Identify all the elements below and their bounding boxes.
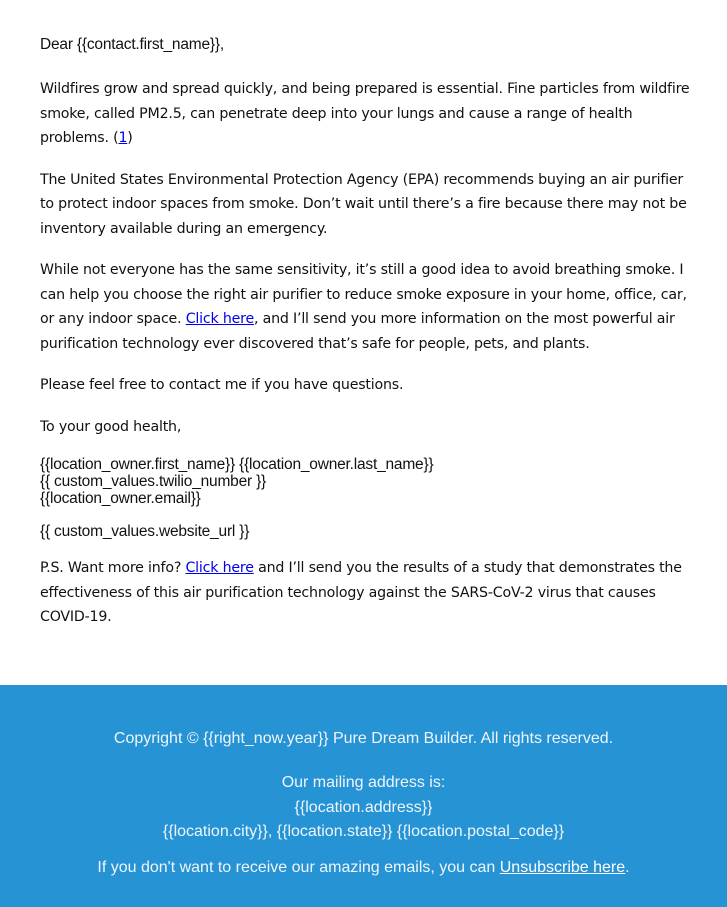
- address-line: {{location.address}}: [294, 798, 433, 816]
- unsubscribe-link[interactable]: Unsubscribe here: [499, 859, 626, 876]
- paragraph-text: While not everyone has the same sensitivity, it’s still a good idea to avoid breathing smoke. I can help you choose the right air purifier to reduce smoke exposure in your home, office, car, or any indoor space.: [40, 262, 687, 327]
- greeting: Dear {{contact.first_name}},: [40, 36, 224, 53]
- paragraph-text: , and I’ll send you more information on the most powerful air purification technology ever discovered that’s safe for people, pets, and plants.: [40, 311, 675, 352]
- ps-text: and I’ll send you the results of a study that demonstrates the effectiveness of this air purification technology against the SARS-CoV-2 virus that causes COVID-19.: [40, 560, 682, 625]
- copyright: Copyright © {{right_now.year}} Pure Dream Builder. All rights reserved.: [113, 730, 614, 747]
- unsubscribe-text: If you don't want to receive our amazing emails, you can: [97, 859, 500, 876]
- ps-click-here-link[interactable]: Click here: [185, 560, 254, 576]
- signature-email: {{location_owner.email}}: [40, 490, 201, 507]
- signature-name: {{location_owner.first_name}} {{location_owner.last_name}}: [40, 456, 434, 473]
- paragraph-epa: The United States Environmental Protection Agency (EPA) recommends buying an air purifier to protect indoor spaces from smoke. Don’t wait until there’s a fire because there may not be inventory available during an emergency.: [40, 171, 687, 237]
- closing: To your good health,: [40, 418, 182, 435]
- paragraph-text: ): [127, 130, 133, 146]
- click-here-link[interactable]: Click here: [185, 311, 254, 327]
- paragraph-text: Wildfires grow and spread quickly, and being prepared is essential. Fine particles from wildfire smoke, called PM2.5, can penetrate deep into your lungs and cause a range of health problems. (: [40, 81, 690, 146]
- reference-link[interactable]: 1: [118, 130, 128, 146]
- paragraph-sensitivity: [40, 258, 690, 356]
- email-body: [40, 33, 690, 647]
- mailing-label: Our mailing address is:: [281, 774, 446, 791]
- paragraph-contact: Please feel free to contact me if you have questions.: [40, 377, 404, 393]
- paragraph-wildfires: [40, 77, 690, 151]
- mailing-address: [0, 771, 727, 845]
- ps-text: P.S. Want more info?: [40, 560, 186, 576]
- signature-website: {{ custom_values.website_url }}: [40, 523, 250, 540]
- signature-phone: {{ custom_values.twilio_number }}: [40, 473, 267, 490]
- postscript: [40, 556, 690, 630]
- unsubscribe-text: .: [625, 859, 630, 876]
- signature: [40, 456, 690, 507]
- city-line: {{location.city}}, {{location.state}} {{location.postal_code}}: [162, 823, 565, 840]
- unsubscribe-line: [0, 859, 727, 877]
- footer: [0, 685, 727, 907]
